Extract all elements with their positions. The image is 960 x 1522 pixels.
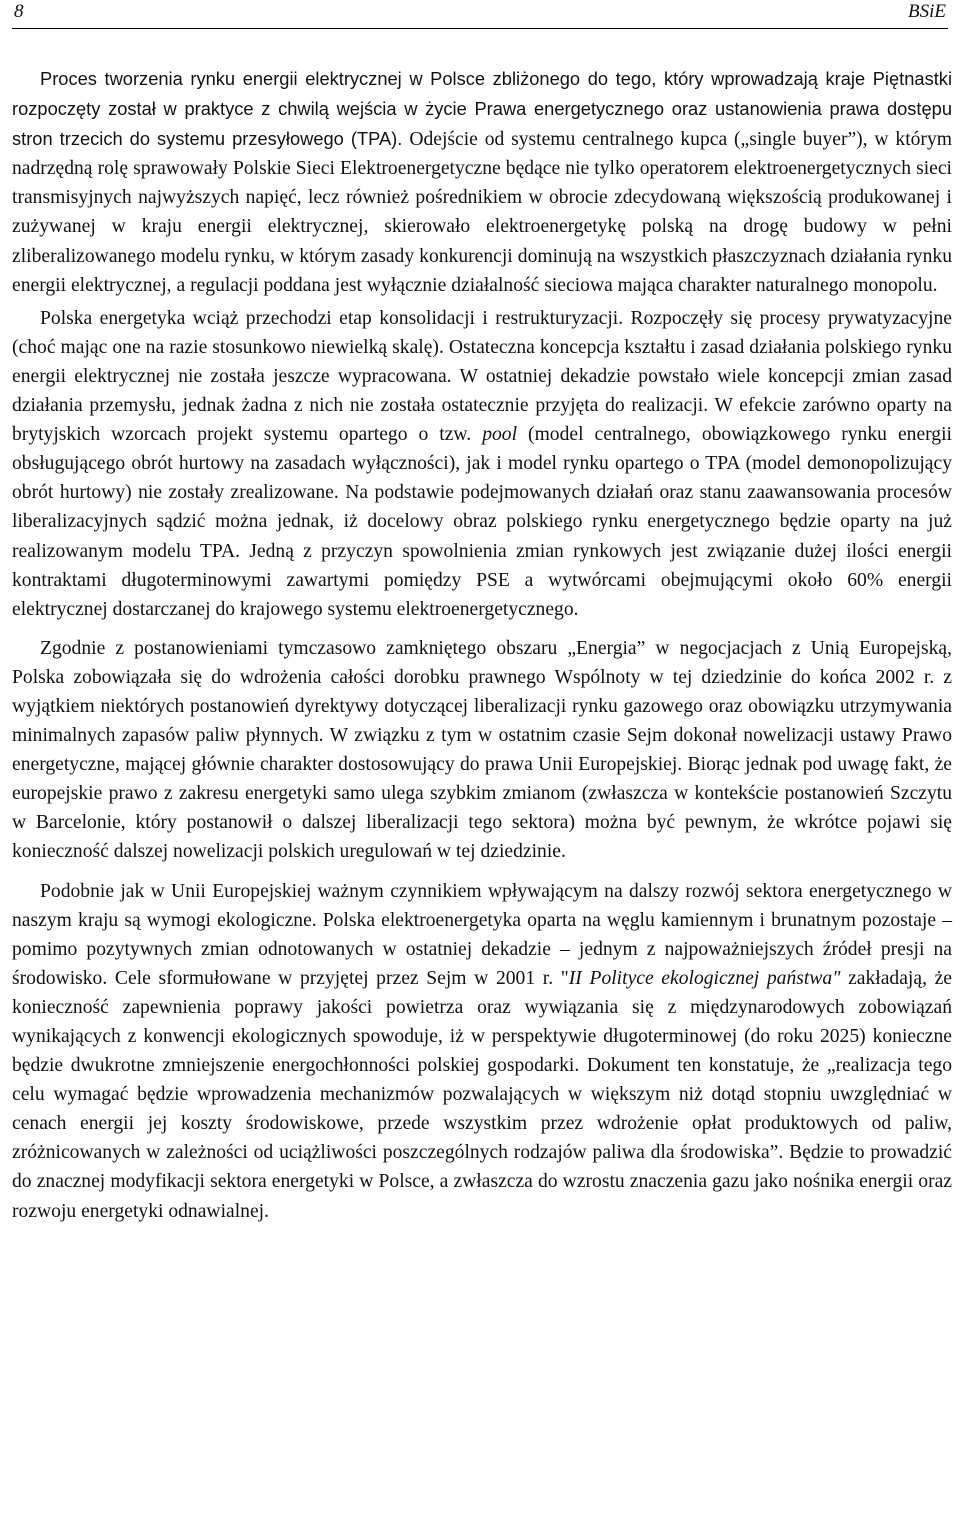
paragraph-text: Polska energetyka wciąż przechodzi etap konsolidacji i restrukturyzacji. Rozpoczęły się procesy prywatyzacyjne (choć mając one na razie stosunkowo niewielką skalę). Ostateczna koncepcja kształtu i zasad działania polskiego rynku energii elektrycznej nie została jeszcze wypracowana. W ostatniej dekadzie powstało wiele koncepcji zmian zasad działania przemysłu, jednak żadna z nich nie została ostatecznie przyjęta do realizacji. W efekcie zarówno oparty na brytyjskich wzorcach projekt systemu opartego o tzw. <box>12 307 952 446</box>
paragraph-1 <box>12 64 952 300</box>
paragraph-text: Podobnie jak w Unii Europejskiej ważnym czynnikiem wpływającym na dalszy rozwój sektora energetycznego w naszym kraju są wymogi ekologiczne. Polska elektroenergetyka oparta na węglu kamiennym i brunatnym pozostaje – pomimo pozytywnych zmian odnotowanych w ostatniej dekadzie – jednym z najpoważniejszych źródeł presji na środowisko. Cele sformułowane w przyjętej przez Sejm w 2001 r. " <box>12 880 952 989</box>
article-body <box>12 64 952 1236</box>
paragraph-3 <box>12 634 952 867</box>
paragraph-text: Proces tworzenia rynku energii elektrycznej w Polsce zbliżonego do tego, który wprowadzają kraje Piętnastki rozpoczęty został w praktyce z chwilą wejścia w życie Prawa energetycznego oraz ustanowienia prawa dostępu stron trzecich do systemu przesyłowego (TPA). <box>12 68 952 150</box>
emphasis-text: II Polityce ekologicznej państwa" <box>568 967 841 989</box>
paragraph-text: zakładają, że konieczność zapewnienia poprawy jakości powietrza oraz wywiązania się z międzynarodowych zobowiązań wynikających z konwencji ekologicznych spowoduje, iż w perspektywie długoterminowej (do roku 2025) konieczne będzie dwukrotne zmniejszenie energochłonności polskiej gospodarki. Dokument ten konstatuje, że „realizacja tego celu wymagać będzie wprowadzenia mechanizmów pozwalających w większym niż dotąd stopniu uwzględniać w cenach energii jej koszty środowiskowe, przede wszystkim przez wdrożenie opłat produktowych od paliw, zróżnicowanych w zależności od uciążliwości poszczególnych rodzajów paliwa dla środowiska”. Będzie to prowadzić do znacznej modyfikacji sektora energetyki w Polsce, a zwłaszcza do wzrostu znaczenia gazu jako nośnika energii oraz rozwoju energetyki odnawialnej. <box>12 967 953 1222</box>
paragraph-text: Zgodnie z postanowieniami tymczasowo zamkniętego obszaru „Energia” w negocjacjach z Unią Europejską, Polska zobowiązała się do wdrożenia całości dorobku prawnego Wspólnoty w tej dziedzinie do końca 2002 r. z wyjątkiem niektórych postanowień dyrektywy dotyczącej liberalizacji rynku gazowego oraz obowiązku utrzymywania minimalnych zapasów paliw płynnych. W związku z tym w ostatnim czasie Sejm dokonał nowelizacji ustawy Prawo energetyczne, mającej głównie charakter dostosowujący do prawa Unii Europejskiej. Biorąc jednak pod uwagę fakt, że europejskie prawo z zakresu energetyki samo ulega szybkim zmianom (zwłaszcza w kontekście postanowień Szczytu w Barcelonie, który postanowił o dalszej liberalizacji tego sektora) można być pewnym, że wkrótce pojawi się konieczność dalszej nowelizacji polskich uregulowań w tej dziedzinie. <box>12 637 952 863</box>
emphasis-text: pool <box>482 424 518 446</box>
paragraph-2 <box>12 304 952 624</box>
paragraph-text: Odejście od systemu centralnego kupca („single buyer”), w którym nadrzędną rolę sprawowały Polskie Sieci Elektroenergetyczne będące nie tylko operatorem elektroenergetycznych sieci transmisyjnych najwyższych napięć, lecz również pośrednikiem w obrocie zdecydowaną większością produkowanej i zużywanej w kraju energii elektrycznej, skierowało elektroenergetykę polską na drogę budowy w pełni zliberalizowanego modelu rynku, w którym zasady konkurencji dominują na wszystkich płaszczyznach działania rynku energii elektrycznej, a regulacji poddana jest wyłącznie działalność sieciowa mająca charakter naturalnego monopolu. <box>12 129 952 296</box>
page-number: 8 <box>14 1 24 22</box>
paragraph-4 <box>12 877 952 1226</box>
page-header <box>12 0 948 29</box>
paragraph-text: (model centralnego, obowiązkowego rynku energii obsługującego obrót hurtowy na zasadach wyłączności), jak i model rynku opartego o TPA (model demonopolizujący obrót hurtowy) nie zostały zrealizowane. Na podstawie podejmowanych działań oraz stanu zaawansowania procesów liberalizacyjnych sądzić można jednak, iż docelowy obraz polskiego rynku energetycznego będzie oparty na już realizowanym modelu TPA. Jedną z przyczyn spowolnienia zmian rynkowych jest związanie dużej ilości energii kontraktami długoterminowymi zawartymi pomiędzy PSE a wytwórcami obejmującymi około 60% energii elektrycznej dostarczanej do krajowego systemu elektroenergetycznego. <box>12 424 952 620</box>
journal-name: BSiE <box>908 1 946 22</box>
